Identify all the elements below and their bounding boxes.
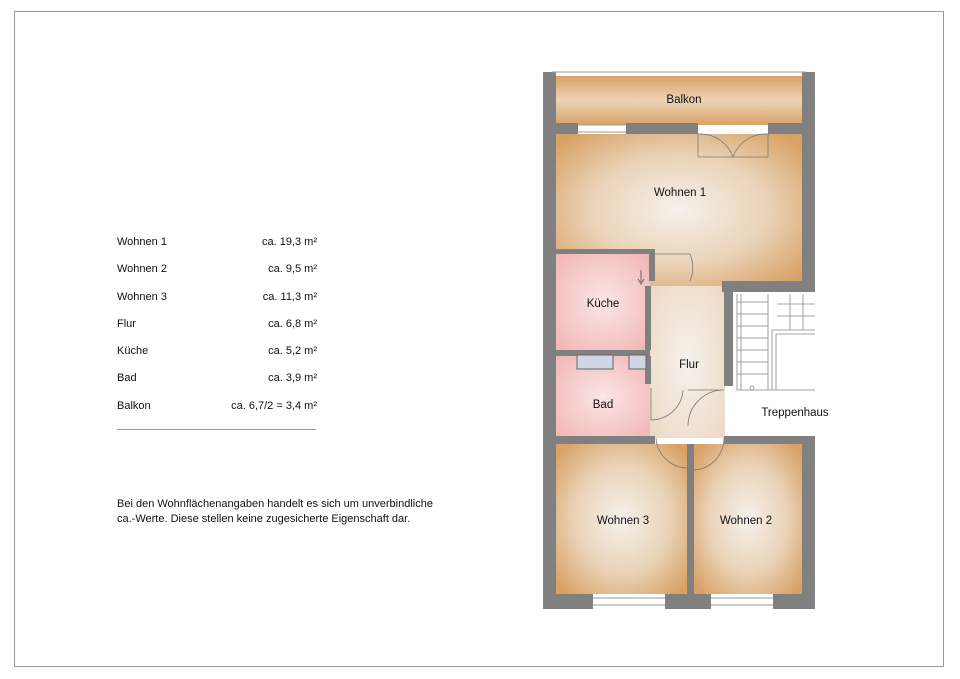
disclaimer-line: ca.-Werte. Diese stellen keine zugesicherte Eigenschaft dar. (117, 513, 411, 525)
area-name: Flur (117, 317, 136, 330)
disclaimer-line: Bei den Wohnflächenangaben handelt es sich um unverbindliche (117, 498, 433, 510)
area-value: ca. 9,5 m² (268, 263, 317, 276)
area-name: Wohnen 2 (117, 263, 167, 276)
area-value: ca. 5,2 m² (268, 345, 317, 358)
label-treppenhaus: Treppenhaus (761, 407, 829, 419)
label-wohnen3: Wohnen 3 (596, 515, 650, 527)
area-name: Wohnen 1 (117, 236, 167, 248)
area-value: ca. 11,3 m² (262, 290, 317, 303)
area-value: ca. 6,7/2 = 3,4 m² (231, 399, 317, 412)
label-flur: Flur (679, 359, 699, 371)
area-value: ca. 6,8 m² (268, 317, 317, 330)
label-wohnen1: Wohnen 1 (653, 187, 707, 199)
area-name: Balkon (117, 399, 151, 412)
area-name: Bad (117, 372, 137, 385)
label-kueche: Küche (586, 298, 620, 310)
label-wohnen2: Wohnen 2 (719, 515, 773, 527)
area-name: Wohnen 3 (117, 290, 167, 303)
label-bad: Bad (592, 399, 614, 411)
label-balkon: Balkon (666, 94, 702, 106)
area-value: ca. 19,3 m² (261, 236, 317, 248)
area-value: ca. 3,9 m² (268, 372, 317, 385)
area-name: Küche (117, 345, 149, 358)
